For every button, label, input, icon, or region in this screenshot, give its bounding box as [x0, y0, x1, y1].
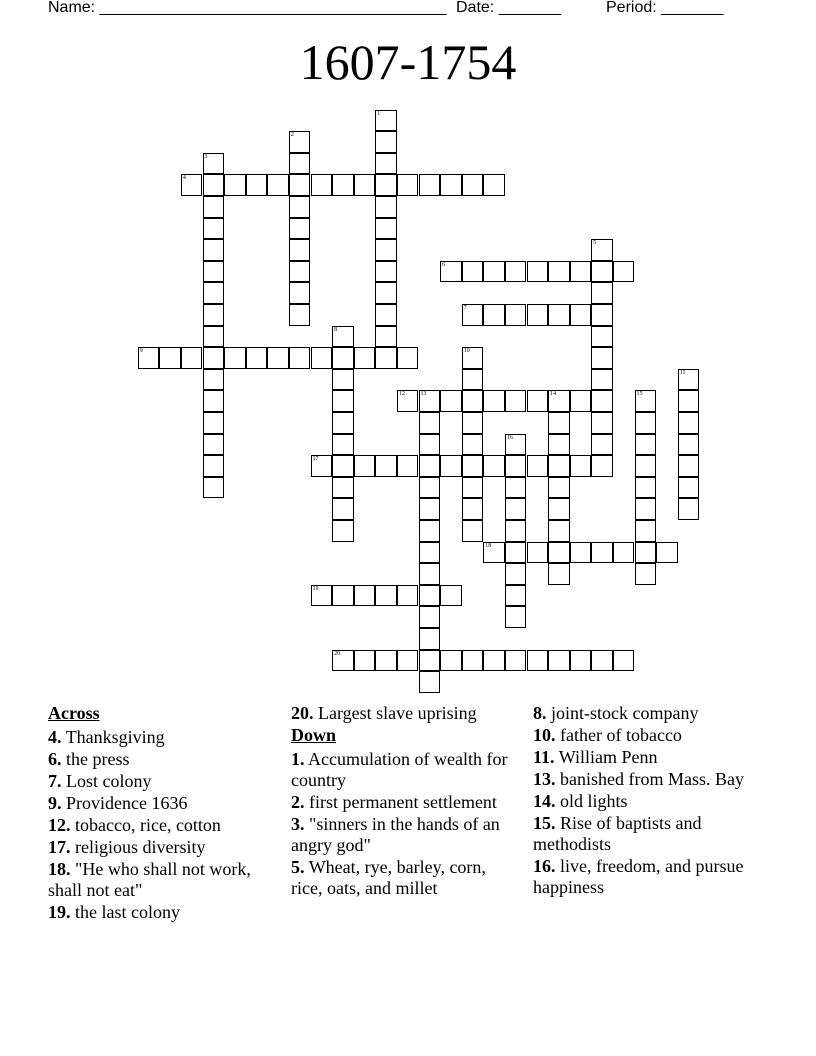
crossword-cell[interactable] — [462, 520, 484, 542]
crossword-cell[interactable] — [440, 455, 462, 477]
crossword-cell[interactable] — [462, 412, 484, 434]
crossword-cell[interactable] — [483, 650, 505, 672]
crossword-cell[interactable] — [203, 326, 225, 348]
crossword-cell[interactable] — [397, 347, 419, 369]
crossword-cell[interactable] — [505, 477, 527, 499]
crossword-cell[interactable] — [419, 628, 441, 650]
crossword-cell[interactable] — [635, 390, 657, 412]
crossword-cell[interactable] — [591, 369, 613, 391]
down-heading: Down — [291, 725, 337, 745]
cell-number: 11 — [679, 369, 686, 376]
crossword-cell[interactable] — [591, 282, 613, 304]
crossword-cell[interactable] — [462, 369, 484, 391]
crossword-cell[interactable] — [332, 434, 354, 456]
clue-down-2: 2. first permanent settlement — [291, 792, 497, 812]
clue-down-3: 3. "sinners in the hands of an angry god" — [291, 814, 500, 855]
clue-down-8: 8. joint-stock company — [533, 703, 699, 723]
clue-down-11: 11. William Penn — [533, 747, 658, 767]
crossword-cell[interactable] — [224, 347, 246, 369]
crossword-cell[interactable] — [289, 153, 311, 175]
clue-across-4: 4. Thanksgiving — [48, 727, 165, 747]
crossword-cell[interactable] — [203, 282, 225, 304]
crossword-cell[interactable] — [419, 650, 441, 672]
crossword-cell[interactable] — [246, 347, 268, 369]
cell-number: 4 — [182, 175, 186, 182]
crossword-cell[interactable] — [289, 196, 311, 218]
crossword-cell[interactable] — [203, 218, 225, 240]
crossword-cell[interactable] — [419, 434, 441, 456]
crossword-cell[interactable] — [375, 218, 397, 240]
crossword-cell[interactable] — [591, 390, 613, 412]
clue-across-19: 19. the last colony — [48, 902, 180, 922]
crossword-cell[interactable] — [332, 174, 354, 196]
crossword-cell[interactable] — [591, 347, 613, 369]
cell-number: 3 — [204, 153, 208, 160]
crossword-cell[interactable] — [570, 455, 592, 477]
crossword-cell[interactable] — [375, 239, 397, 261]
crossword-cell[interactable] — [203, 153, 225, 175]
crossword-cell[interactable] — [354, 585, 376, 607]
crossword-cell[interactable] — [440, 585, 462, 607]
clue-down-16: 16. live, freedom, and pursue happiness — [533, 856, 744, 897]
crossword-cell[interactable] — [548, 261, 570, 283]
cell-number: 1 — [377, 110, 381, 117]
clue-down-14: 14. old lights — [533, 791, 628, 811]
crossword-cell[interactable] — [527, 390, 549, 412]
crossword-cell[interactable] — [678, 390, 700, 412]
crossword-cell[interactable] — [483, 390, 505, 412]
crossword-cell[interactable] — [656, 542, 678, 564]
crossword-cell[interactable] — [203, 261, 225, 283]
clue-across-20: 20. Largest slave uprising — [291, 703, 477, 723]
crossword-cell[interactable] — [203, 477, 225, 499]
crossword-cell[interactable] — [462, 347, 484, 369]
crossword-cell[interactable] — [527, 261, 549, 283]
crossword-cell[interactable] — [505, 455, 527, 477]
crossword-cell[interactable] — [397, 650, 419, 672]
cell-number: 6 — [442, 261, 446, 268]
crossword-cell[interactable] — [505, 304, 527, 326]
crossword-cell[interactable] — [462, 455, 484, 477]
crossword-cell[interactable] — [505, 261, 527, 283]
crossword-cell[interactable] — [332, 520, 354, 542]
crossword-cell[interactable] — [375, 131, 397, 153]
crossword-cell[interactable] — [527, 455, 549, 477]
crossword-cell[interactable] — [397, 585, 419, 607]
crossword-cell[interactable] — [678, 498, 700, 520]
crossword-cell[interactable] — [375, 110, 397, 132]
crossword-cell[interactable] — [375, 196, 397, 218]
crossword-cell[interactable] — [289, 347, 311, 369]
crossword-cell[interactable] — [397, 455, 419, 477]
crossword-cell[interactable] — [678, 434, 700, 456]
crossword-cell[interactable] — [203, 412, 225, 434]
crossword-cell[interactable] — [332, 498, 354, 520]
clue-column-1 — [48, 703, 268, 924]
crossword-cell[interactable] — [635, 412, 657, 434]
crossword-cell[interactable] — [375, 650, 397, 672]
cell-number: 15 — [636, 391, 643, 398]
crossword-cell[interactable] — [483, 542, 505, 564]
crossword-cell[interactable] — [548, 563, 570, 585]
crossword-cell[interactable] — [570, 650, 592, 672]
crossword-cell[interactable] — [505, 542, 527, 564]
crossword-cell[interactable] — [591, 650, 613, 672]
crossword-cell[interactable] — [678, 455, 700, 477]
crossword-cell[interactable] — [591, 455, 613, 477]
clue-down-13: 13. banished from Mass. Bay — [533, 769, 744, 789]
crossword-cell[interactable] — [397, 390, 419, 412]
crossword-cell[interactable] — [397, 174, 419, 196]
crossword-cell[interactable] — [505, 606, 527, 628]
crossword-cell[interactable] — [548, 542, 570, 564]
crossword-cell[interactable] — [505, 650, 527, 672]
crossword-cell[interactable] — [483, 455, 505, 477]
crossword-cell[interactable] — [138, 347, 160, 369]
crossword-cell[interactable] — [354, 455, 376, 477]
crossword-cell[interactable] — [548, 390, 570, 412]
crossword-cell[interactable] — [419, 174, 441, 196]
crossword-cell[interactable] — [267, 174, 289, 196]
crossword-cell[interactable] — [548, 477, 570, 499]
clue-across-9: 9. Providence 1636 — [48, 793, 188, 813]
crossword-cell[interactable] — [375, 261, 397, 283]
crossword-cell[interactable] — [678, 412, 700, 434]
crossword-cell[interactable] — [332, 412, 354, 434]
crossword-cell[interactable] — [462, 498, 484, 520]
crossword-cell[interactable] — [419, 606, 441, 628]
crossword-cell[interactable] — [462, 434, 484, 456]
crossword-cell[interactable] — [483, 261, 505, 283]
crossword-cell[interactable] — [289, 218, 311, 240]
crossword-cell[interactable] — [635, 498, 657, 520]
crossword-cell[interactable] — [591, 261, 613, 283]
cell-number: 8 — [334, 326, 338, 333]
crossword-cell[interactable] — [332, 347, 354, 369]
cell-number: 17 — [312, 456, 319, 463]
crossword-cell[interactable] — [203, 455, 225, 477]
crossword-cell[interactable] — [462, 477, 484, 499]
crossword-cell[interactable] — [203, 304, 225, 326]
cell-number: 12 — [398, 391, 405, 398]
crossword-cell[interactable] — [181, 347, 203, 369]
crossword-cell[interactable] — [375, 347, 397, 369]
crossword-cell[interactable] — [419, 671, 441, 693]
crossword-cell[interactable] — [591, 542, 613, 564]
crossword-cell[interactable] — [591, 304, 613, 326]
crossword-cell[interactable] — [203, 174, 225, 196]
cell-number: 13 — [420, 391, 427, 398]
crossword-cell[interactable] — [246, 174, 268, 196]
cell-number: 20 — [334, 650, 341, 657]
crossword-cell[interactable] — [289, 131, 311, 153]
crossword-cell[interactable] — [570, 542, 592, 564]
crossword-cell[interactable] — [527, 650, 549, 672]
crossword-cell[interactable] — [354, 347, 376, 369]
crossword-cell[interactable] — [548, 412, 570, 434]
clue-across-6: 6. the press — [48, 749, 130, 769]
crossword-cell[interactable] — [548, 304, 570, 326]
crossword-cell[interactable] — [332, 585, 354, 607]
crossword-cell[interactable] — [570, 304, 592, 326]
crossword-cell[interactable] — [570, 390, 592, 412]
name-field[interactable]: Name: _______________________________________ — [48, 0, 447, 16]
crossword-cell[interactable] — [462, 261, 484, 283]
crossword-cell[interactable] — [548, 520, 570, 542]
crossword-cell[interactable] — [311, 347, 333, 369]
crossword-cell[interactable] — [332, 650, 354, 672]
cell-number: 18 — [485, 542, 492, 549]
crossword-cell[interactable] — [375, 174, 397, 196]
clue-across-7: 7. Lost colony — [48, 771, 152, 791]
crossword-cell[interactable] — [635, 563, 657, 585]
crossword-cell[interactable] — [332, 477, 354, 499]
clue-down-5: 5. Wheat, rye, barley, corn, rice, oats, and millet — [291, 857, 486, 898]
crossword-cell[interactable] — [635, 520, 657, 542]
crossword-cell[interactable] — [505, 520, 527, 542]
clue-across-18: 18. "He who shall not work, shall not eat" — [48, 859, 251, 900]
crossword-cell[interactable] — [419, 520, 441, 542]
crossword-cell[interactable] — [375, 585, 397, 607]
crossword-cell[interactable] — [311, 455, 333, 477]
crossword-cell[interactable] — [570, 261, 592, 283]
crossword-cell[interactable] — [289, 174, 311, 196]
crossword-cell[interactable] — [613, 650, 635, 672]
crossword-cell[interactable] — [548, 650, 570, 672]
crossword-cell[interactable] — [505, 585, 527, 607]
clue-column-3 — [533, 703, 763, 899]
clue-down-1: 1. Accumulation of wealth for country — [291, 749, 508, 790]
crossword-cell[interactable] — [332, 390, 354, 412]
crossword-cell[interactable] — [505, 390, 527, 412]
crossword-cell[interactable] — [635, 434, 657, 456]
period-field[interactable]: Period: _______ — [606, 0, 724, 16]
crossword-cell[interactable] — [591, 434, 613, 456]
crossword-cell[interactable] — [462, 650, 484, 672]
crossword-cell[interactable] — [375, 282, 397, 304]
crossword-cell[interactable] — [289, 304, 311, 326]
crossword-cell[interactable] — [203, 434, 225, 456]
crossword-cell[interactable] — [527, 304, 549, 326]
crossword-cell[interactable] — [354, 174, 376, 196]
crossword-cell[interactable] — [678, 477, 700, 499]
crossword-cell[interactable] — [203, 239, 225, 261]
crossword-cell[interactable] — [159, 347, 181, 369]
crossword-cell[interactable] — [354, 650, 376, 672]
crossword-cell[interactable] — [289, 239, 311, 261]
crossword-cell[interactable] — [419, 390, 441, 412]
crossword-cell[interactable] — [332, 369, 354, 391]
cell-number: 2 — [290, 132, 294, 139]
crossword-cell[interactable] — [375, 304, 397, 326]
crossword-cell[interactable] — [419, 412, 441, 434]
crossword-cell[interactable] — [203, 196, 225, 218]
crossword-cell[interactable] — [483, 174, 505, 196]
crossword-cell[interactable] — [267, 347, 289, 369]
crossword-cell[interactable] — [462, 304, 484, 326]
crossword-cell[interactable] — [419, 455, 441, 477]
cell-number: 9 — [139, 348, 143, 355]
crossword-cell[interactable] — [181, 174, 203, 196]
crossword-cell[interactable] — [419, 477, 441, 499]
crossword-cell[interactable] — [419, 542, 441, 564]
crossword-cell[interactable] — [289, 261, 311, 283]
date-field[interactable]: Date: _______ — [456, 0, 561, 16]
crossword-cell[interactable] — [505, 563, 527, 585]
crossword-cell[interactable] — [375, 326, 397, 348]
crossword-cell[interactable] — [591, 326, 613, 348]
cell-number: 5 — [593, 240, 597, 247]
crossword-cell[interactable] — [462, 390, 484, 412]
crossword-cell[interactable] — [440, 261, 462, 283]
cell-number: 14 — [550, 391, 557, 398]
crossword-cell[interactable] — [203, 390, 225, 412]
crossword-cell[interactable] — [635, 542, 657, 564]
crossword-cell[interactable] — [591, 412, 613, 434]
clue-column-2 — [291, 703, 513, 900]
clue-across-17: 17. religious diversity — [48, 837, 206, 857]
crossword-cell[interactable] — [203, 347, 225, 369]
crossword-cell[interactable] — [591, 239, 613, 261]
cell-number: 16 — [506, 434, 513, 441]
crossword-cell[interactable] — [203, 369, 225, 391]
crossword-cell[interactable] — [548, 434, 570, 456]
crossword-cell[interactable] — [375, 153, 397, 175]
crossword-cell[interactable] — [440, 390, 462, 412]
crossword-cell[interactable] — [224, 174, 246, 196]
crossword-cell[interactable] — [613, 542, 635, 564]
crossword-cell[interactable] — [548, 498, 570, 520]
crossword-cell[interactable] — [419, 498, 441, 520]
crossword-cell[interactable] — [483, 304, 505, 326]
crossword-cell[interactable] — [462, 174, 484, 196]
crossword-cell[interactable] — [419, 585, 441, 607]
crossword-cell[interactable] — [332, 326, 354, 348]
cell-number: 7 — [463, 305, 467, 311]
cell-number: 19 — [312, 585, 319, 592]
crossword-cell[interactable] — [332, 455, 354, 477]
clue-down-10: 10. father of tobacco — [533, 725, 682, 745]
crossword-cell[interactable] — [505, 434, 527, 456]
crossword-cell[interactable] — [375, 455, 397, 477]
crossword-cell[interactable] — [505, 498, 527, 520]
clue-across-12: 12. tobacco, rice, cotton — [48, 815, 221, 835]
crossword-cell[interactable] — [635, 455, 657, 477]
crossword-cell[interactable] — [548, 455, 570, 477]
crossword-cell[interactable] — [527, 542, 549, 564]
crossword-cell[interactable] — [440, 174, 462, 196]
crossword-cell[interactable] — [419, 563, 441, 585]
crossword-cell[interactable] — [613, 261, 635, 283]
crossword-cell[interactable] — [289, 282, 311, 304]
crossword-cell[interactable] — [311, 174, 333, 196]
crossword-cell[interactable] — [635, 477, 657, 499]
across-heading: Across — [48, 703, 100, 723]
crossword-cell[interactable] — [440, 650, 462, 672]
page-title: 1607-1754 — [299, 34, 517, 90]
clue-down-15: 15. Rise of baptists and methodists — [533, 813, 702, 854]
crossword-cell[interactable] — [678, 369, 700, 391]
crossword-cell[interactable] — [311, 585, 333, 607]
cell-number: 10 — [463, 348, 470, 355]
